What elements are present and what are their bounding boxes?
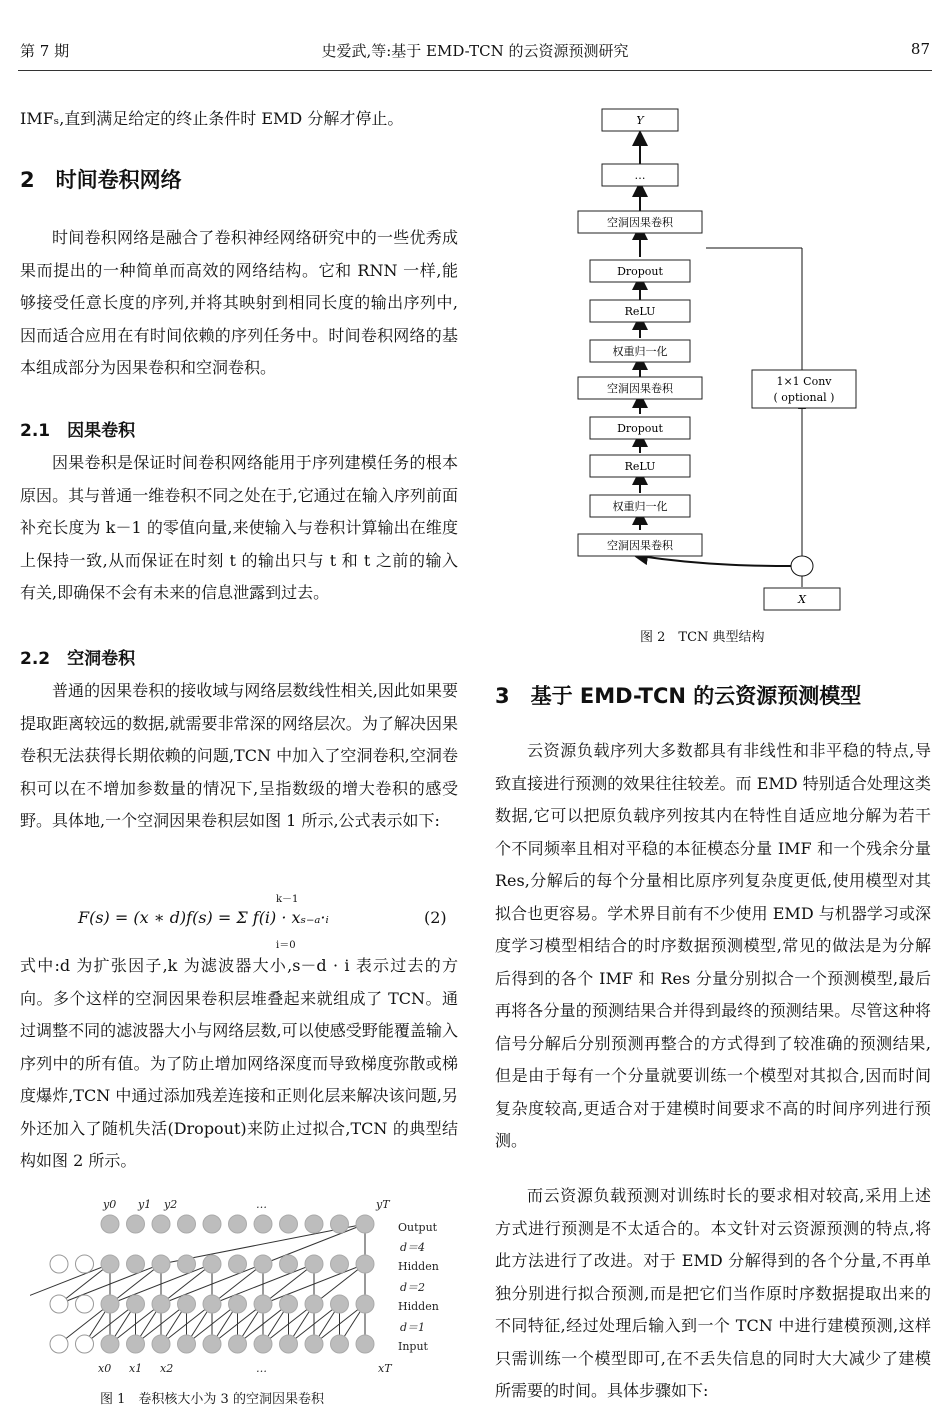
fig1-edge [30,1264,110,1304]
fig2-block-label: ReLU [624,305,656,318]
fig1-node [152,1335,170,1353]
page-number: 87 [910,40,930,58]
fig1-node [280,1335,298,1353]
fig2-block-label: 权重归一化 [612,345,668,358]
figure-1-dilated-causal-conv [30,1196,450,1382]
fig1-node [305,1335,323,1353]
figure-2-tcn-structure [566,100,866,618]
section-3-heading: 3 基于 EMD-TCN 的云资源预测模型 [495,684,862,708]
fig2-sum-node [791,556,813,576]
section-2-2-heading: 2.2 空洞卷积 [20,649,136,669]
fig1-node [101,1295,119,1313]
issue-number: 第 7 期 [20,42,70,60]
fig1-node [254,1295,272,1313]
fig1-padding-node [50,1335,68,1353]
equation-sum-upper: k－1 [276,894,299,905]
fig1-bottom-label: … [256,1362,267,1375]
fig1-node [178,1215,196,1233]
fig1-node [101,1335,119,1353]
carry-over-line: IMFₛ,直到满足给定的终止条件时 EMD 分解才停止。 [20,109,404,128]
fig1-connections [30,1224,365,1344]
fig1-node [254,1215,272,1233]
fig2-block-label: 空洞因果卷积 [607,539,673,552]
fig1-node [127,1215,145,1233]
fig1-node [203,1215,221,1233]
fig1-node [203,1295,221,1313]
fig2-block-label: Y [636,114,644,127]
fig1-top-label: … [256,1198,267,1211]
fig1-node [203,1255,221,1273]
fig1-layer-label: d＝4 [400,1241,426,1254]
fig2-block-label: 空洞因果卷积 [607,216,673,229]
fig1-node [254,1255,272,1273]
fig1-node [331,1255,349,1273]
fig1-node [229,1295,247,1313]
fig1-padding-node [76,1295,94,1313]
fig2-input-label: X [798,593,806,606]
post-equation-paragraph: 式中:d 为扩张因子,k 为滤波器大小,s－d · i 表示过去的方向。多个这样的空洞因果卷积层堆叠起来就组成了 TCN。通过调整不同的滤波器大小与网络层数,可以使感受野能覆盖输入序列中的所有值。为了防止增加网络深度而导致梯度弥散或梯度爆炸,TCN 中通过添加残差连接和正则化层来解决该问题,另外还加入了随机失活(Dropout)来防止过拟合,TCN 的典型结构如图 2 所示。 [20,956,458,1170]
fig1-layer-label: d＝2 [400,1281,426,1294]
section-3-paragraph-2: 而云资源负载预测对训练时长的要求相对较高,采用上述方式进行预测是不太适合的。本文针对云资源预测的特点,将此方法进行了改进。对于 EMD 分解得到的各个分量,不再单独分别进行拟合预测,而是把它们当作原时序数据提取出来的不同特征,经过处理后输入到一个 TCN 中进行建模预测,这样只需训练一个模型即可,在不丢失信息的同时大大减少了建模所需要的时间。具体步骤如下: [495,1186,931,1400]
fig1-node [356,1335,374,1353]
fig1-bottom-label: x2 [160,1362,174,1375]
fig1-layer-label: Hidden [398,1260,439,1273]
fig1-node [356,1255,374,1273]
fig1-bottom-label: x0 [98,1362,112,1375]
fig1-node [152,1255,170,1273]
fig1-node [356,1295,374,1313]
fig1-bottom-label: xT [378,1362,392,1375]
fig1-node [331,1335,349,1353]
fig1-top-label: yT [376,1198,390,1211]
fig2-block-label: Dropout [617,422,663,435]
fig1-node [101,1255,119,1273]
fig1-top-label: y2 [164,1198,178,1211]
fig1-node [152,1295,170,1313]
fig1-node [229,1255,247,1273]
fig2-conv-label: 1×1 Conv [776,375,832,388]
equation-body: F(s) = (x ∗ d)f(s) = Σ f(i) · xₛ₋ₐ·ᵢ [78,908,329,927]
fig2-block-label: 空洞因果卷积 [607,382,673,395]
fig1-padding-node [76,1255,94,1273]
fig1-node [127,1295,145,1313]
fig2-block-label: 权重归一化 [612,500,668,513]
section-2-paragraph: 时间卷积网络是融合了卷积神经网络研究中的一些优秀成果而提出的一种简单而高效的网络结构。它和 RNN 一样,能够接受任意长度的序列,并将其映射到相同长度的输出序列中,因而适合应用在有时间依赖的序列任务中。时间卷积网络的基本组成部分为因果卷积和空洞卷积。 [20,228,458,377]
equation-number: (2) [424,908,447,927]
fig1-padding-node [50,1295,68,1313]
fig1-node [127,1335,145,1353]
fig1-bottom-label: x1 [129,1362,143,1375]
fig1-node [331,1215,349,1233]
fig2-block-label: ReLU [624,460,656,473]
section-2-heading: 2 时间卷积网络 [20,168,182,192]
fig1-node [280,1215,298,1233]
fig2-block-label: … [634,169,646,182]
fig1-node [305,1215,323,1233]
fig1-layer-label: Hidden [398,1300,439,1313]
fig1-layer-label: Output [398,1221,438,1234]
fig1-node [152,1215,170,1233]
figure-2-caption: 图 2 TCN 典型结构 [640,630,765,645]
fig1-node [101,1215,119,1233]
fig2-block-label: Dropout [617,265,663,278]
section-2-1-heading: 2.1 因果卷积 [20,421,136,441]
fig1-node [229,1335,247,1353]
fig1-node [229,1215,247,1233]
equation-sum-lower: i＝0 [276,940,296,951]
fig1-node [305,1295,323,1313]
fig1-layer-label: Input [398,1340,428,1353]
section-3-paragraph-1: 云资源负载序列大多数都具有非线性和非平稳的特点,导致直接进行预测的效果往往较差。而 EMD 特别适合处理这类数据,它可以把原负载序列按其内在特性自适应地分解为若干个不同频率且相对平稳的本征模态分量 IMF 和一个残余分量 Res,分解后的每个分量相比原序列复杂度更低,使用模型对其拟合也更容易。学术界目前有不少使用 EMD 与机器学习或深度学习模型相结合的时序数据预测模型,常见的做法是为分解后得到的各个 IMF 和 Res 分量分别拟合一个预测模型,最后再将各分量的预测结果合并得到最终的预测结果。尽管这种将信号分解后分别预测再整合的方式得到了较准确的预测结果,但是由于每有一个分量就要训练一个模型对其拟合,因而时间复杂度较高,更适合对于建模时间要求不高的时间序列进行预测。 [495,741,931,1150]
fig1-top-label: y1 [138,1198,152,1211]
section-2-2-paragraph: 普通的因果卷积的接收域与网络层数线性相关,因此如果要提取距离较远的数据,就需要非常深的网络层次。为了解决因果卷积无法获得长期依赖的问题,TCN 中加入了空洞卷积,空洞卷积可以在不增加参数量的情况下,呈指数级的增大卷积的感受野。具体地,一个空洞因果卷积层如图 1 所示,公式表示如下: [20,681,458,830]
fig1-node [305,1255,323,1273]
header-rule [18,70,932,71]
fig1-node [280,1295,298,1313]
section-2-1-paragraph: 因果卷积是保证时间卷积网络能用于序列建模任务的根本原因。其与普通一维卷积不同之处在于,它通过在输入序列前面补充长度为 k－1 的零值向量,来使输入与卷积计算输出在维度上保持一致,从而保证在时刻 t 的输出只与 t 和 t 之前的输入有关,即确保不会有未来的信息泄露到过去。 [20,453,458,602]
fig2-conv-label: ( optional ) [773,391,835,404]
running-title: 史爱武,等:基于 EMD-TCN 的云资源预测研究 [321,42,629,60]
fig1-node [356,1215,374,1233]
fig1-layer-label: d＝1 [400,1321,426,1334]
fig1-node [178,1255,196,1273]
fig1-node [254,1335,272,1353]
fig1-node [178,1295,196,1313]
fig1-node [331,1295,349,1313]
fig1-padding-node [76,1335,94,1353]
fig2-input-to-block [640,556,791,566]
fig1-node [203,1335,221,1353]
fig1-node [280,1255,298,1273]
fig1-top-label: y0 [103,1198,117,1211]
fig1-padding-node [50,1255,68,1273]
fig1-node [127,1255,145,1273]
fig1-node [178,1335,196,1353]
figure-1-caption: 图 1 卷积核大小为 3 的空洞因果卷积 [100,1392,324,1407]
